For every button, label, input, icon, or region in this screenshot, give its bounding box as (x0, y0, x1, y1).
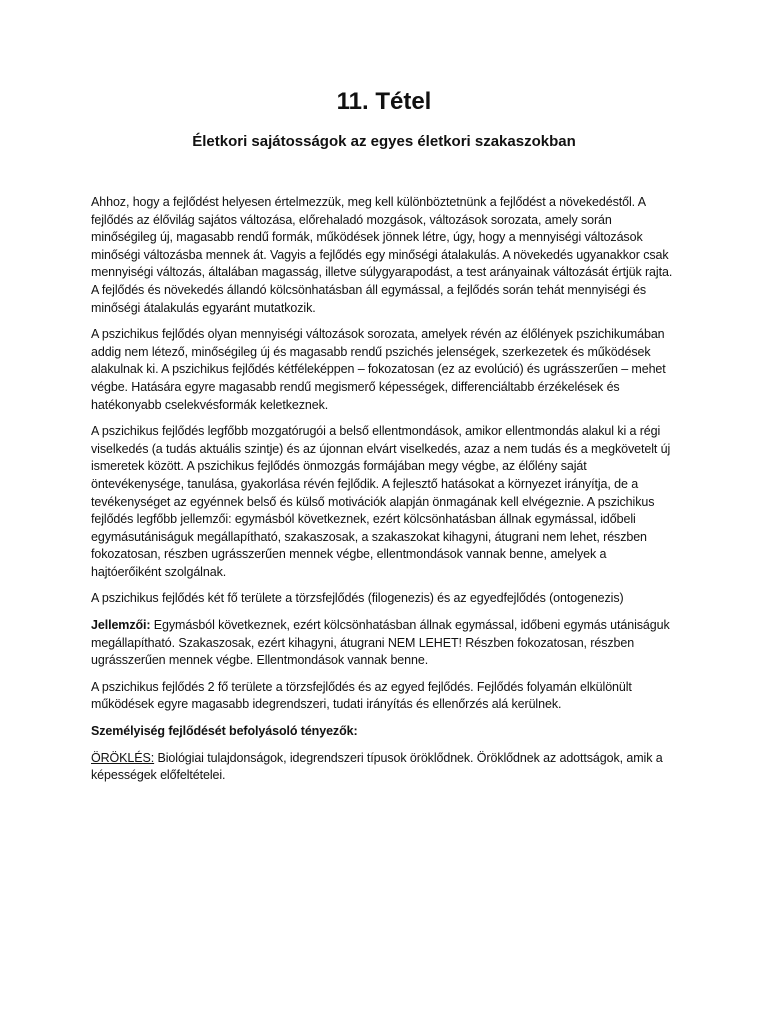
document-title: 11. Tétel (336, 88, 432, 115)
orokles-text: Biológiai tulajdonságok, idegrendszeri típusok öröklődnek. Öröklődnek az adottságok, amik a képességek előfeltételei. (91, 750, 663, 783)
jellemzoi-label: Jellemzői: (91, 618, 151, 633)
paragraph-ket-fo-terulet: A pszichikus fejlődés 2 fő területe a törzsfejlődés és az egyed fejlődés. Fejlődés folyamán elkülönült működések egyre magasabb idegrendszeri, tudati irányítás és ellenőrzés alá kerülnek. (91, 679, 632, 712)
paragraph-jellemzoi (91, 617, 679, 670)
heading-befolyasolo-tenyezok: Személyiség fejlődését befolyásoló tényezők: (91, 724, 358, 739)
jellemzoi-text: Egymásból következnek, ezért kölcsönhatásban állnak egymással, időbeni egymás utániságuk megállapítható. Szakaszosak, ezért kihagyni, átugrani NEM LEHET! Részben fokozatosan, részben ugrásszerűen mennek végbe. Ellentmondások vannak benne. (91, 618, 670, 668)
paragraph-orokles (91, 750, 679, 785)
orokles-label: ÖRÖKLÉS: (91, 750, 155, 765)
paragraph-mozgatorugok: A pszichikus fejlődés legfőbb mozgatórugói a belső ellentmondások, amikor ellentmondás alakul ki a régi viselkedés (a tudás aktuális szintje) és az újonnan elvárt viselkedés, azaz a nem tudás és a megkövetelt új ismeretek között. A pszichikus fejlődés önmozgás formájában megy végbe, az élőlény saját öntevékenysége, tanulása, gyakorlása révén fejlődik. A fejlesztő hatásokat a környezet irányítja, de a tevékenységet az egyénnek belső és külső motivációk alapján önmagának kell elvégeznie. A pszichikus fejlődés legfőbb jellemzői: egymásból következnek, ezért kölcsönhatásban állnak egymással, időbeli egymásutániságuk megállapítható, szakaszosak, a szakaszokat kihagyni, átugrani nem lehet, részben fokozatosan, részben ugrásszerűen mennek végbe, ellentmondások vannak benne, amelyek a hajtóerőiként szolgálnak. (91, 424, 671, 579)
document-body (91, 194, 679, 794)
document-subtitle: Életkori sajátosságok az egyes életkori szakaszokban (192, 133, 576, 150)
paragraph-pszichikus-fejlodes: A pszichikus fejlődés olyan mennyiségi változások sorozata, amelyek révén az élőlények pszichikumában addig nem létező, minőségileg új és magasabb rendű pszichés jelenségek, szerkezetek és működések alakulnak ki. A pszichikus fejlődés kétféleképpen – fokozatosan (ez az evolúció) és ugrásszerűen – mehet végbe. Hatására egyre magasabb rendű megismerő képességek, differenciáltabb érzékelések és hatékonyabb cselekvésformák keletkeznek. (91, 327, 666, 412)
paragraph-fo-teruletek: A pszichikus fejlődés két fő területe a törzsfejlődés (filogenezis) és az egyedfejlődés (ontogenezis) (91, 591, 624, 606)
paragraph-fejlodes-novekedes: Ahhoz, hogy a fejlődést helyesen értelmezzük, meg kell különböztetnünk a fejlődést a növekedéstől. A fejlődés az élővilág sajátos változása, előrehaladó mozgások, változások sorozata, amely során minőségileg új, magasabb rendű formák, működések jönnek létre, úgy, hogy a mennyiségi változások minőségi változásba mennek át. Vagyis a fejlődés egy minőségi átalakulás. A növekedés ugyanakkor csak mennyiségi változás, általában magasság, illetve súlygyarapodást, a test arányainak változását értjük rajta. A fejlődés és növekedés állandó kölcsönhatásban áll egymással, a fejlődés során tehát mennyiségi és minőségi átalakulás egyaránt mutatkozik. (91, 195, 673, 315)
